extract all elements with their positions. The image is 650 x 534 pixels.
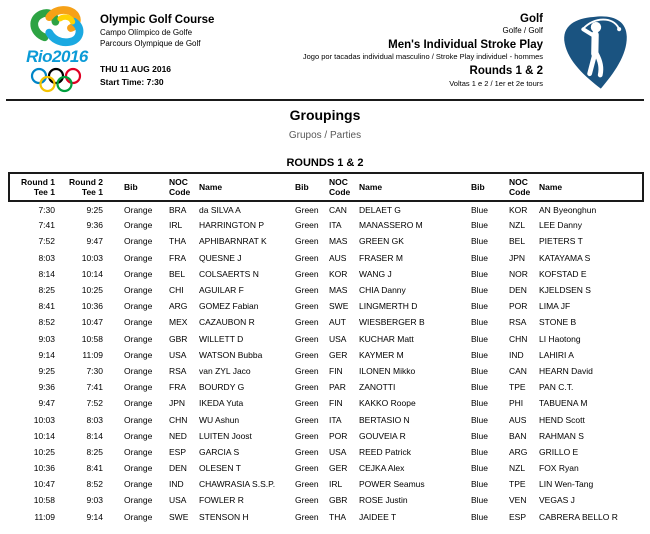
- session-start-time: Start Time: 7:30: [100, 76, 164, 87]
- cell-bib-3: Blue: [471, 317, 489, 328]
- cell-round2-tee1: 9:47: [86, 236, 103, 247]
- cell-name-1: GARCIA S: [199, 446, 240, 457]
- cell-bib-3: Blue: [471, 382, 489, 393]
- table-row: [9, 250, 643, 266]
- table-header-row: [9, 173, 643, 201]
- cell-round1-tee1: 9:25: [38, 365, 55, 376]
- cell-round1-tee1: 10:03: [33, 414, 55, 425]
- cell-name-1: FOWLER R: [199, 495, 244, 506]
- cell-name-1: WATSON Bubba: [199, 349, 263, 360]
- cell-name-3: VEGAS J: [539, 495, 575, 506]
- cell-bib-1: Orange: [124, 479, 153, 490]
- cell-round1-tee1: 10:14: [33, 430, 55, 441]
- olympic-rings-icon: [28, 67, 86, 94]
- header-noc-code-2: NOC Code: [329, 173, 359, 201]
- cell-round1-tee1: 8:41: [38, 301, 55, 312]
- cell-round1-tee1: 8:52: [38, 317, 55, 328]
- cell-name-3: LIN Wen-Tang: [539, 479, 594, 490]
- cell-round1-tee1: 8:03: [38, 252, 55, 263]
- cell-noc-1: CHI: [169, 285, 184, 296]
- cell-round1-tee1: 10:47: [33, 479, 55, 490]
- cell-noc-3: CAN: [509, 365, 527, 376]
- table-row: [9, 217, 643, 233]
- cell-bib-2: Green: [295, 204, 319, 215]
- header-noc-code-1: NOC Code: [169, 173, 199, 201]
- table-row: [9, 282, 643, 298]
- cell-name-2: ZANOTTI: [359, 382, 396, 393]
- header-bib-2: Bib: [295, 173, 329, 201]
- cell-noc-3: JPN: [509, 252, 526, 263]
- cell-round2-tee1: 9:14: [86, 511, 103, 522]
- cell-bib-2: Green: [295, 430, 319, 441]
- cell-round1-tee1: 9:03: [38, 333, 55, 344]
- cell-round2-tee1: 10:47: [81, 317, 103, 328]
- cell-round2-tee1: 8:14: [86, 430, 103, 441]
- cell-bib-1: Orange: [124, 268, 153, 279]
- cell-round1-tee1: 10:25: [33, 446, 55, 457]
- cell-name-1: GOMEZ Fabian: [199, 301, 259, 312]
- header-round1-tee1: Round 1 Tee 1: [9, 173, 57, 201]
- cell-name-3: FOX Ryan: [539, 463, 579, 474]
- table-row: [9, 395, 643, 411]
- table-row: [9, 266, 643, 282]
- cell-noc-2: PAR: [329, 382, 346, 393]
- table-row: [9, 444, 643, 460]
- cell-noc-2: MAS: [329, 236, 348, 247]
- table-row: [9, 347, 643, 363]
- cell-round2-tee1: 10:14: [81, 268, 103, 279]
- cell-noc-3: NZL: [509, 220, 526, 231]
- cell-name-2: ILONEN Mikko: [359, 365, 416, 376]
- cell-name-2: POWER Seamus: [359, 479, 425, 490]
- cell-noc-3: NOR: [509, 268, 528, 279]
- document-title: Groupings: [289, 107, 361, 123]
- cell-noc-2: USA: [329, 333, 347, 344]
- venue-title: Olympic Golf Course: [100, 14, 215, 26]
- session-date: THU 11 AUG 2016: [100, 63, 172, 74]
- cell-round1-tee1: 10:58: [33, 495, 55, 506]
- table-row: [9, 509, 643, 525]
- cell-noc-2: GER: [329, 349, 348, 360]
- cell-name-3: PAN C.T.: [539, 382, 574, 393]
- header-divider: [6, 99, 644, 101]
- cell-bib-2: Green: [295, 349, 319, 360]
- cell-bib-1: Orange: [124, 236, 153, 247]
- cell-round2-tee1: 7:41: [86, 382, 103, 393]
- cell-noc-3: POR: [509, 301, 528, 312]
- cell-round1-tee1: 8:14: [38, 268, 55, 279]
- rio2016-swirl-icon: [26, 6, 88, 50]
- cell-noc-2: THA: [329, 511, 346, 522]
- cell-name-3: AN Byeonghun: [539, 204, 597, 215]
- cell-bib-1: Orange: [124, 511, 153, 522]
- event-title: Men's Individual Stroke Play: [388, 39, 543, 52]
- table-row: [9, 331, 643, 347]
- cell-name-2: LINGMERTH D: [359, 301, 418, 312]
- table-row: [9, 460, 643, 476]
- cell-name-1: van ZYL Jaco: [199, 365, 251, 376]
- header-name-1: Name: [199, 173, 295, 201]
- cell-bib-2: Green: [295, 398, 319, 409]
- cell-name-2: JAIDEE T: [359, 511, 397, 522]
- golf-pictogram-icon: [557, 12, 637, 92]
- cell-bib-1: Orange: [124, 446, 153, 457]
- cell-name-2: WANG J: [359, 268, 392, 279]
- cell-round2-tee1: 10:36: [81, 301, 103, 312]
- cell-name-1: AGUILAR F: [199, 285, 244, 296]
- cell-noc-2: IRL: [329, 479, 343, 490]
- cell-bib-1: Orange: [124, 349, 153, 360]
- cell-name-2: DELAET G: [359, 204, 401, 215]
- cell-round2-tee1: 9:03: [86, 495, 103, 506]
- cell-name-2: GREEN GK: [359, 236, 404, 247]
- cell-name-3: PIETERS T: [539, 236, 583, 247]
- cell-bib-1: Orange: [124, 463, 153, 474]
- cell-name-3: LEE Danny: [539, 220, 582, 231]
- cell-noc-1: ESP: [169, 446, 187, 457]
- cell-noc-2: CAN: [329, 204, 347, 215]
- cell-name-2: GOUVEIA R: [359, 430, 406, 441]
- event-info: [303, 13, 543, 88]
- cell-bib-2: Green: [295, 382, 319, 393]
- cell-round1-tee1: 11:09: [34, 511, 55, 522]
- cell-noc-1: FRA: [169, 382, 186, 393]
- cell-bib-2: Green: [295, 511, 319, 522]
- cell-name-2: KUCHAR Matt: [359, 333, 414, 344]
- cell-noc-1: USA: [169, 495, 187, 506]
- cell-name-3: HEARN David: [539, 365, 593, 376]
- cell-bib-2: Green: [295, 479, 319, 490]
- cell-name-3: KATAYAMA S: [539, 252, 591, 263]
- cell-name-1: HARRINGTON P: [199, 220, 265, 231]
- cell-round1-tee1: 7:30: [38, 204, 55, 215]
- cell-noc-3: VEN: [509, 495, 527, 506]
- event-title-translations: Jogo por tacadas individual masculino / Stroke Play individuel - hommes: [302, 52, 543, 62]
- cell-noc-1: USA: [169, 349, 187, 360]
- cell-bib-2: Green: [295, 301, 319, 312]
- cell-bib-3: Blue: [471, 463, 489, 474]
- cell-bib-3: Blue: [471, 414, 489, 425]
- table-row: [9, 476, 643, 492]
- cell-round2-tee1: 9:36: [86, 220, 103, 231]
- cell-noc-1: FRA: [169, 252, 186, 263]
- cell-bib-3: Blue: [471, 236, 489, 247]
- cell-bib-1: Orange: [124, 301, 153, 312]
- cell-name-1: WILLETT D: [199, 333, 244, 344]
- cell-bib-2: Green: [295, 285, 319, 296]
- cell-bib-3: Blue: [471, 252, 489, 263]
- cell-bib-2: Green: [295, 317, 319, 328]
- cell-name-2: WIESBERGER B: [359, 317, 425, 328]
- cell-bib-1: Orange: [124, 220, 153, 231]
- cell-bib-1: Orange: [124, 430, 153, 441]
- cell-noc-3: NZL: [509, 463, 526, 474]
- cell-noc-1: IRL: [169, 220, 183, 231]
- header-round2-tee1: Round 2 Tee 1: [57, 173, 107, 201]
- cell-noc-3: ARG: [509, 446, 528, 457]
- header-name-3: Name: [539, 173, 643, 201]
- header-name-2: Name: [359, 173, 464, 201]
- section-title: ROUNDS 1 & 2: [286, 157, 364, 169]
- cell-noc-2: FIN: [329, 365, 343, 376]
- cell-round2-tee1: 8:25: [86, 446, 103, 457]
- venue-info: [100, 14, 214, 87]
- cell-name-3: GRILLO E: [539, 446, 579, 457]
- cell-noc-3: AUS: [509, 414, 527, 425]
- cell-bib-2: Green: [295, 495, 319, 506]
- sport-name: Golf: [520, 13, 543, 25]
- cell-noc-2: KOR: [329, 268, 348, 279]
- cell-bib-3: Blue: [471, 333, 489, 344]
- cell-round2-tee1: 10:03: [81, 252, 103, 263]
- cell-bib-3: Blue: [471, 479, 489, 490]
- cell-name-2: KAKKO Roope: [359, 398, 416, 409]
- cell-name-1: LUITEN Joost: [199, 430, 252, 441]
- cell-name-1: IKEDA Yuta: [199, 398, 244, 409]
- cell-bib-2: Green: [295, 333, 319, 344]
- rio2016-logo: [14, 6, 100, 94]
- cell-noc-3: PHI: [509, 398, 524, 409]
- cell-bib-1: Orange: [124, 398, 153, 409]
- cell-bib-1: Orange: [124, 495, 153, 506]
- cell-name-2: KAYMER M: [359, 349, 404, 360]
- cell-noc-1: ARG: [169, 301, 188, 312]
- cell-name-1: CAZAUBON R: [199, 317, 255, 328]
- cell-name-3: CABRERA BELLO R: [539, 511, 618, 522]
- cell-noc-2: FIN: [329, 398, 343, 409]
- cell-name-2: BERTASIO N: [359, 414, 410, 425]
- cell-noc-2: SWE: [329, 301, 349, 312]
- cell-round1-tee1: 7:52: [38, 236, 55, 247]
- cell-name-1: QUESNE J: [199, 252, 242, 263]
- table-row: [9, 201, 643, 217]
- cell-name-3: TABUENA M: [539, 398, 588, 409]
- cell-round2-tee1: 10:25: [81, 285, 103, 296]
- document-subtitle: Grupos / Parties: [288, 130, 362, 141]
- cell-noc-3: ESP: [509, 511, 527, 522]
- cell-noc-1: NED: [169, 430, 187, 441]
- cell-bib-2: Green: [295, 236, 319, 247]
- cell-bib-1: Orange: [124, 317, 153, 328]
- cell-bib-1: Orange: [124, 365, 153, 376]
- rounds-label-translations: Voltas 1 e 2 / 1er et 2e tours: [449, 78, 543, 88]
- cell-noc-3: TPE: [509, 479, 526, 490]
- table-row: [9, 233, 643, 249]
- cell-noc-1: SWE: [169, 511, 189, 522]
- cell-noc-2: AUT: [329, 317, 346, 328]
- cell-noc-2: AUS: [329, 252, 347, 263]
- cell-name-1: OLESEN T: [199, 463, 241, 474]
- venue-subtitle-pt: Campo Olímpico de Golfe: [100, 28, 193, 37]
- groupings-table: [8, 172, 644, 525]
- cell-bib-2: Green: [295, 268, 319, 279]
- cell-bib-2: Green: [295, 446, 319, 457]
- cell-noc-3: CHN: [509, 333, 528, 344]
- cell-round1-tee1: 10:36: [33, 463, 55, 474]
- table-row: [9, 428, 643, 444]
- cell-noc-1: BEL: [169, 268, 186, 279]
- cell-name-3: LAHIRI A: [539, 349, 574, 360]
- cell-noc-1: THA: [169, 236, 186, 247]
- table-row: [9, 314, 643, 330]
- rounds-label: Rounds 1 & 2: [469, 65, 543, 78]
- table-row: [9, 411, 643, 427]
- cell-round2-tee1: 11:09: [82, 349, 103, 360]
- cell-bib-3: Blue: [471, 430, 489, 441]
- cell-noc-1: MEX: [169, 317, 188, 328]
- cell-name-2: ROSE Justin: [359, 495, 408, 506]
- cell-bib-2: Green: [295, 220, 319, 231]
- cell-bib-1: Orange: [124, 204, 153, 215]
- cell-round2-tee1: 7:30: [86, 365, 103, 376]
- cell-name-2: CHIA Danny: [359, 285, 406, 296]
- cell-noc-2: GBR: [329, 495, 348, 506]
- cell-name-1: STENSON H: [199, 511, 249, 522]
- cell-name-1: COLSAERTS N: [199, 268, 259, 279]
- cell-noc-3: DEN: [509, 285, 527, 296]
- cell-round2-tee1: 10:58: [81, 333, 103, 344]
- cell-name-3: KJELDSEN S: [539, 285, 591, 296]
- cell-bib-3: Blue: [471, 268, 489, 279]
- cell-bib-2: Green: [295, 365, 319, 376]
- cell-bib-2: Green: [295, 414, 319, 425]
- cell-name-1: da SILVA A: [199, 204, 241, 215]
- cell-bib-3: Blue: [471, 398, 489, 409]
- table-row: [9, 379, 643, 395]
- cell-bib-3: Blue: [471, 285, 489, 296]
- cell-noc-1: BRA: [169, 204, 187, 215]
- cell-name-1: BOURDY G: [199, 382, 245, 393]
- cell-noc-1: DEN: [169, 463, 187, 474]
- cell-round2-tee1: 7:52: [86, 398, 103, 409]
- cell-noc-2: ITA: [329, 220, 342, 231]
- cell-name-2: MANASSERO M: [359, 220, 423, 231]
- cell-noc-1: JPN: [169, 398, 186, 409]
- cell-name-3: HEND Scott: [539, 414, 585, 425]
- cell-name-3: KOFSTAD E: [539, 268, 587, 279]
- cell-name-1: CHAWRASIA S.S.P.: [199, 479, 276, 490]
- cell-bib-3: Blue: [471, 220, 489, 231]
- cell-name-2: CEJKA Alex: [359, 463, 405, 474]
- cell-bib-2: Green: [295, 463, 319, 474]
- cell-bib-2: Green: [295, 252, 319, 263]
- cell-bib-3: Blue: [471, 511, 489, 522]
- cell-noc-1: CHN: [169, 414, 188, 425]
- venue-subtitle-fr: Parcours Olympique de Golf: [100, 38, 201, 48]
- cell-noc-2: USA: [329, 446, 347, 457]
- table-row: [9, 363, 643, 379]
- cell-name-1: WU Ashun: [199, 414, 240, 425]
- cell-round2-tee1: 8:41: [86, 463, 103, 474]
- cell-round1-tee1: 8:25: [38, 285, 55, 296]
- cell-noc-2: GER: [329, 463, 348, 474]
- cell-noc-1: IND: [169, 479, 184, 490]
- cell-noc-3: TPE: [509, 382, 526, 393]
- cell-noc-3: KOR: [509, 204, 528, 215]
- cell-round1-tee1: 9:14: [38, 349, 55, 360]
- cell-round2-tee1: 9:25: [86, 204, 103, 215]
- cell-name-1: APHIBARNRAT K: [199, 236, 267, 247]
- cell-noc-2: POR: [329, 430, 348, 441]
- cell-noc-1: GBR: [169, 333, 188, 344]
- cell-bib-3: Blue: [471, 204, 489, 215]
- cell-noc-3: IND: [509, 349, 524, 360]
- rio2016-wordmark: Rio2016: [26, 47, 88, 66]
- cell-name-3: LI Haotong: [539, 333, 581, 344]
- cell-name-2: FRASER M: [359, 252, 403, 263]
- cell-bib-1: Orange: [124, 333, 153, 344]
- cell-name-3: STONE B: [539, 317, 577, 328]
- cell-name-2: REED Patrick: [359, 446, 411, 457]
- cell-bib-3: Blue: [471, 446, 489, 457]
- cell-bib-1: Orange: [124, 414, 153, 425]
- cell-round1-tee1: 7:41: [38, 220, 55, 231]
- cell-noc-3: RSA: [509, 317, 527, 328]
- cell-bib-3: Blue: [471, 495, 489, 506]
- cell-bib-3: Blue: [471, 349, 489, 360]
- cell-noc-2: ITA: [329, 414, 342, 425]
- cell-round2-tee1: 8:52: [86, 479, 103, 490]
- cell-noc-3: BAN: [509, 430, 527, 441]
- cell-bib-3: Blue: [471, 365, 489, 376]
- cell-bib-1: Orange: [124, 382, 153, 393]
- cell-name-3: LIMA JF: [539, 301, 571, 312]
- sport-name-translations: Golfe / Golf: [502, 26, 543, 36]
- table-row: [9, 298, 643, 314]
- cell-noc-3: BEL: [509, 236, 526, 247]
- cell-round2-tee1: 8:03: [86, 414, 103, 425]
- cell-round1-tee1: 9:47: [38, 398, 55, 409]
- cell-bib-3: Blue: [471, 301, 489, 312]
- cell-bib-1: Orange: [124, 252, 153, 263]
- cell-noc-1: RSA: [169, 365, 187, 376]
- cell-bib-1: Orange: [124, 285, 153, 296]
- header-bib-3: Bib: [464, 173, 509, 201]
- header-noc-code-3: NOC Code: [509, 173, 539, 201]
- cell-round1-tee1: 9:36: [38, 382, 55, 393]
- cell-noc-2: MAS: [329, 285, 348, 296]
- table-row: [9, 492, 643, 508]
- cell-name-3: RAHMAN S: [539, 430, 584, 441]
- header-bib-1: Bib: [107, 173, 169, 201]
